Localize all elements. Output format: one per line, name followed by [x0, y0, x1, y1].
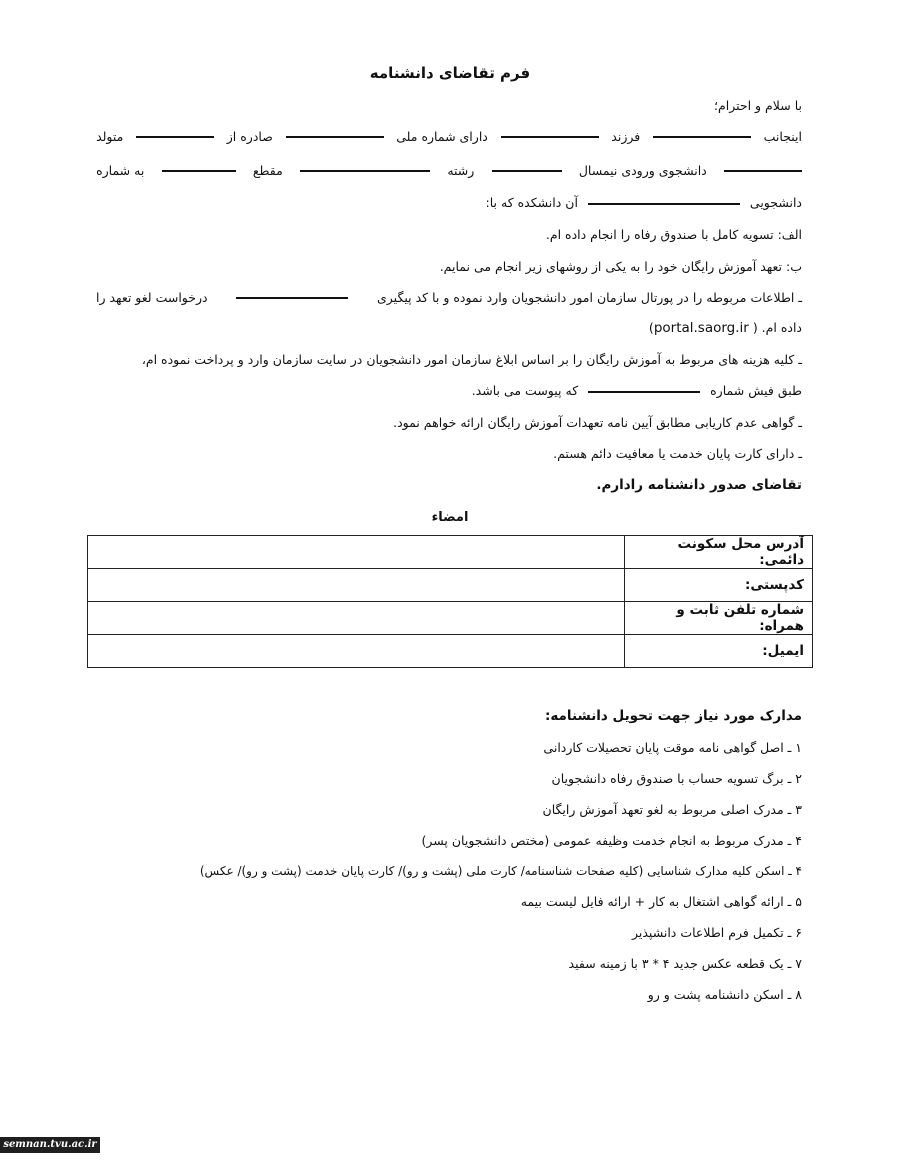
list-item: ۴ ـ اسکن کلیه مدارک شناسایی (کلیه صفحات شناسنامه/ کارت ملی (پشت و رو)/ کارت پایان خدمت (پشت و رو)/ عکس) — [199, 864, 802, 878]
bullet-portal-text: ـ اطلاعات مربوطه را در پورتال سازمان امور دانشجویان وارد نموده و با کد پیگیری — [377, 290, 802, 305]
bullet-portal-line-2: داده ام. ( portal.saorg.ir) — [648, 320, 802, 336]
label-student: دانشجویی — [749, 195, 802, 210]
signature-label: امضاء — [431, 510, 469, 525]
bullet-military: ـ دارای کارت پایان خدمت یا معافیت دائم هستم. — [553, 446, 802, 461]
blank-student-number[interactable] — [588, 203, 740, 205]
label-child-of: فرزند — [611, 129, 641, 144]
site-watermark: semnan.tvu.ac.ir — [0, 1137, 100, 1153]
request-line: تقاضای صدور دانشنامه رادارم. — [596, 477, 802, 493]
documents-title: مدارک مورد نیاز جهت تحویل دانشنامه: — [544, 708, 802, 724]
table-row — [88, 536, 813, 569]
list-item: ۸ ـ اسکن دانشنامه پشت و رو — [647, 987, 802, 1002]
label-phone: شماره تلفن ثابت و همراه: — [625, 602, 813, 635]
blank-father-name[interactable] — [501, 136, 599, 138]
blank-receipt-number[interactable] — [588, 391, 700, 393]
table-row — [88, 602, 813, 635]
blank-degree[interactable] — [162, 170, 236, 172]
label-faculty: آن دانشکده که با: — [485, 195, 578, 210]
table-row — [88, 635, 813, 668]
applicant-line-1 — [96, 128, 802, 146]
label-degree: مقطع — [252, 163, 283, 178]
list-item: ۱ ـ اصل گواهی نامه موقت پایان تحصیلات کاردانی — [543, 740, 802, 755]
label-attached: که پیوست می باشد. — [471, 383, 579, 398]
address-field[interactable] — [88, 536, 625, 569]
label-applicant: اینجانب — [763, 129, 802, 144]
list-item: ۴ ـ مدرک مربوط به انجام خدمت وظیفه عمومی (مختص دانشجویان پسر) — [421, 833, 802, 848]
blank-national-id[interactable] — [286, 136, 384, 138]
list-item: ۵ ـ ارائه گواهی اشتغال به کار + ارائه فایل لیست بیمه — [520, 894, 802, 909]
list-item: ۷ ـ یک قطعه عکس جدید ۴ * ۳ با زمینه سفید — [568, 956, 802, 971]
postal-code-field[interactable] — [88, 569, 625, 602]
phone-field[interactable] — [88, 602, 625, 635]
blank-issued-from[interactable] — [136, 136, 214, 138]
blank-tracking-code[interactable] — [236, 297, 348, 299]
label-postal-code: کدپستی: — [625, 569, 813, 602]
label-entry-semester: دانشجوی ورودی نیمسال — [578, 163, 707, 178]
blank-semester-year[interactable] — [492, 170, 562, 172]
bullet-payment: ـ کلیه هزینه های مربوط به آموزش رایگان را بر اساس ابلاغ سازمان امور دانشجویان در سایت سازمان وارد و پرداخت نموده ام، — [141, 352, 802, 367]
clause-a: الف: تسویه کامل با صندوق رفاه را انجام داده ام. — [545, 227, 802, 242]
applicant-line-2 — [96, 162, 802, 180]
label-number: به شماره — [96, 163, 145, 178]
label-address: آدرس محل سکونت دائمی: — [625, 536, 813, 569]
portal-url[interactable]: portal.saorg.ir — [653, 320, 749, 336]
label-national-id: دارای شماره ملی — [396, 129, 488, 144]
list-item: ۶ ـ تکمیل فرم اطلاعات دانشپذیر — [632, 925, 802, 940]
blank-major[interactable] — [300, 170, 430, 172]
bullet-portal — [96, 289, 802, 307]
bullet-portal-request: درخواست لغو تعهد را — [96, 290, 208, 305]
bullet-portal-done: داده ام. ( — [752, 320, 802, 335]
label-major: رشته — [447, 163, 475, 178]
list-item: ۲ ـ برگ تسویه حساب با صندوق رفاه دانشجویان — [551, 771, 802, 786]
list-item: ۳ ـ مدرک اصلی مربوط به لغو تعهد آموزش رایگان — [542, 802, 802, 817]
label-email: ایمیل: — [625, 635, 813, 668]
table-row — [88, 569, 813, 602]
email-field[interactable] — [88, 635, 625, 668]
clause-b: ب: تعهد آموزش رایگان خود را به یکی از روشهای زیر انجام می نمایم. — [439, 259, 802, 274]
label-receipt-number: طبق فیش شماره — [710, 383, 802, 398]
form-title: فرم تقاضای دانشنامه — [369, 64, 531, 82]
blank-semester[interactable] — [724, 170, 802, 172]
label-born: متولد — [96, 129, 124, 144]
contact-info-table — [87, 535, 813, 668]
applicant-line-3 — [96, 194, 802, 212]
label-issued-from: صادره از — [226, 129, 273, 144]
blank-name[interactable] — [653, 136, 751, 138]
greeting: با سلام و احترام؛ — [714, 98, 802, 113]
bullet-unemployment: ـ گواهی عدم کاریابی مطابق آیین نامه تعهدات آموزش رایگان ارائه خواهم نمود. — [393, 415, 802, 430]
bullet-payment-line-2 — [96, 382, 802, 400]
